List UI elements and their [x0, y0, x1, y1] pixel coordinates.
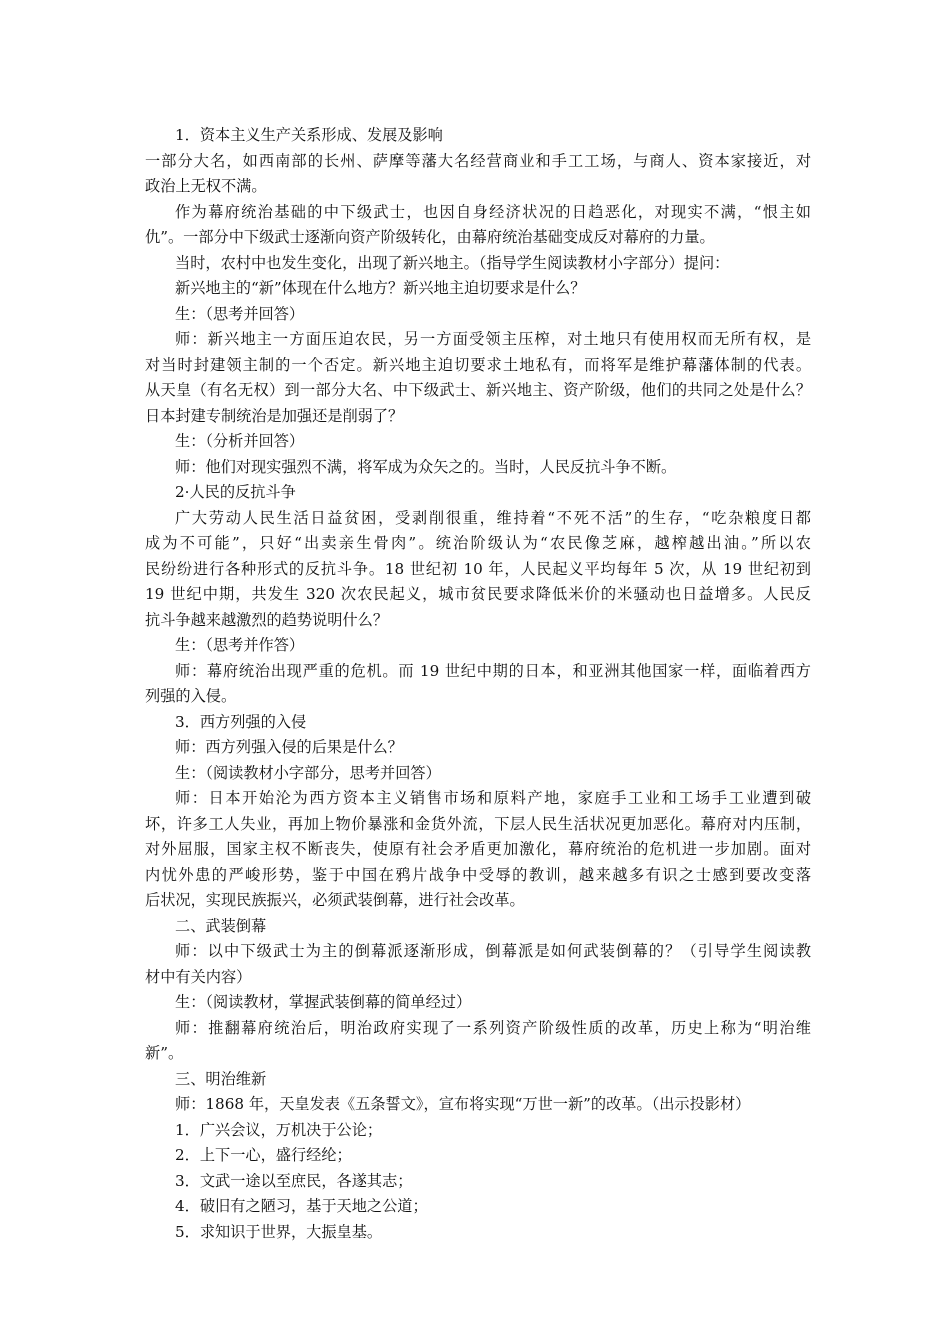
text-line: 对当时封建领主制的一个否定。新兴地主迫切要求土地私有，而将军是维护幕藩体制的代表。: [145, 355, 811, 374]
text-line: 3．文武一途以至庶民，各遂其志；: [175, 1171, 413, 1190]
text-line: 2·人民的反抗斗争: [175, 483, 296, 501]
text-line: 新”。: [145, 1044, 184, 1062]
text-line: 一部分大名，如西南部的长州、萨摩等藩大名经营商业和手工工场，与商人、资本家接近，对: [145, 151, 811, 170]
text-line: 3．西方列强的入侵: [175, 712, 307, 731]
text-line: 抗斗争越来越激烈的趋势说明什么？: [145, 610, 388, 629]
text-line: 二、武装倒幕: [175, 916, 267, 935]
text-line: 1．广兴会议，万机决于公论；: [175, 1120, 383, 1139]
text-line: 从天皇（有名无权）到一部分大名、中下级武士、新兴地主、资产阶级，他们的共同之处是什么？: [145, 381, 811, 399]
text-line: 广大劳动人民生活日益贫困，受剥削很重，维持着“不死不活”的生存，“吃杂粮度日都: [175, 508, 811, 527]
text-line: 生：（思考并作答）: [175, 636, 305, 654]
text-line: 2．上下一心，盛行经纶；: [175, 1146, 352, 1164]
document-page: [145, 123, 811, 1245]
text-line: 生：（阅读教材，掌握武装倒幕的简单经过）: [175, 993, 472, 1011]
text-line: 19 世纪中期，共发生 320 次农民起义，城市贫民要求降低米价的米骚动也日益增多。人民反: [145, 585, 811, 603]
text-line: 成为不可能”，只好“出卖亲生骨肉”。统治阶级认为“农民像芝麻，越榨越出油。”所以农: [145, 534, 811, 552]
text-line: 内忧外患的严峻形势，鉴于中国在鸦片战争中受辱的教训，越来越多有识之士感到要改变落: [145, 865, 811, 884]
text-line: 4．破旧有之陋习，基于天地之公道；: [175, 1197, 428, 1215]
text-line: 师：他们对现实强烈不满，将军成为众矢之的。当时，人民反抗斗争不断。: [175, 457, 677, 476]
text-line: 师：日本开始沦为西方资本主义销售市场和原料产地，家庭手工业和工场手工业遭到破: [175, 789, 811, 807]
text-line: 生：（分析并回答）: [175, 432, 305, 450]
text-line: 列强的入侵。: [145, 687, 237, 705]
text-line: 作为幕府统治基础的中下级武士，也因自身经济状况的日趋恶化，对现实不满，“恨主如: [175, 202, 811, 221]
text-line: 师：推翻幕府统治后，明治政府实现了一系列资产阶级性质的改革，历史上称为“明治维: [175, 1018, 811, 1037]
text-line: 师：以中下级武士为主的倒幕派逐渐形成，倒幕派是如何武装倒幕的？（引导学生阅读教: [175, 942, 811, 960]
text-line: 新兴地主的“新”体现在什么地方？新兴地主迫切要求是什么？: [175, 279, 586, 297]
text-line: 对外屈服，国家主权不断丧失，使原有社会矛盾更加激化，幕府统治的危机进一步加剧。面对: [145, 840, 811, 858]
text-line: 师：幕府统治出现严重的危机。而 19 世纪中期的日本，和亚洲其他国家一样，面临着西方: [175, 661, 811, 680]
text-line: 师：新兴地主一方面压迫农民，另一方面受领主压榨，对土地只有使用权而无所有权，是: [175, 330, 811, 348]
text-line: 民纷纷进行各种形式的反抗斗争。18 世纪初 10 年，人民起义平均每年 5 次，从 19 世纪初到: [145, 559, 811, 578]
text-line: 师：西方列强入侵的后果是什么？: [175, 738, 403, 756]
text-line: 坏，许多工人失业，再加上物价暴涨和金货外流，下层人民生活状况更加恶化。幕府对内压制，: [145, 814, 811, 833]
text-line: 5．求知识于世界，大振皇基。: [175, 1222, 383, 1241]
text-line: 后状况，实现民族振兴，必须武装倒幕，进行社会改革。: [145, 891, 525, 909]
text-line: 师：1868 年，天皇发表《五条誓文》，宣布将实现“万世一新”的改革。（出示投影材）: [175, 1095, 751, 1113]
text-line: 三、明治维新: [175, 1069, 267, 1088]
text-line: 生：（阅读教材小字部分，思考并回答）: [175, 763, 441, 782]
text-line: 日本封建专制统治是加强还是削弱了？: [145, 406, 404, 425]
text-line: 政治上无权不满。: [145, 177, 267, 195]
text-line: 材中有关内容）: [145, 967, 252, 986]
text-line: 生：（思考并回答）: [175, 304, 305, 323]
text-line: 当时，农村中也发生变化，出现了新兴地主。（指导学生阅读教材小字部分）提问：: [175, 253, 730, 272]
text-line: 仇”。一部分中下级武士逐渐向资产阶级转化，由幕府统治基础变成反对幕府的力量。: [145, 228, 715, 246]
text-line: 1．资本主义生产关系形成、发展及影响: [175, 126, 443, 144]
